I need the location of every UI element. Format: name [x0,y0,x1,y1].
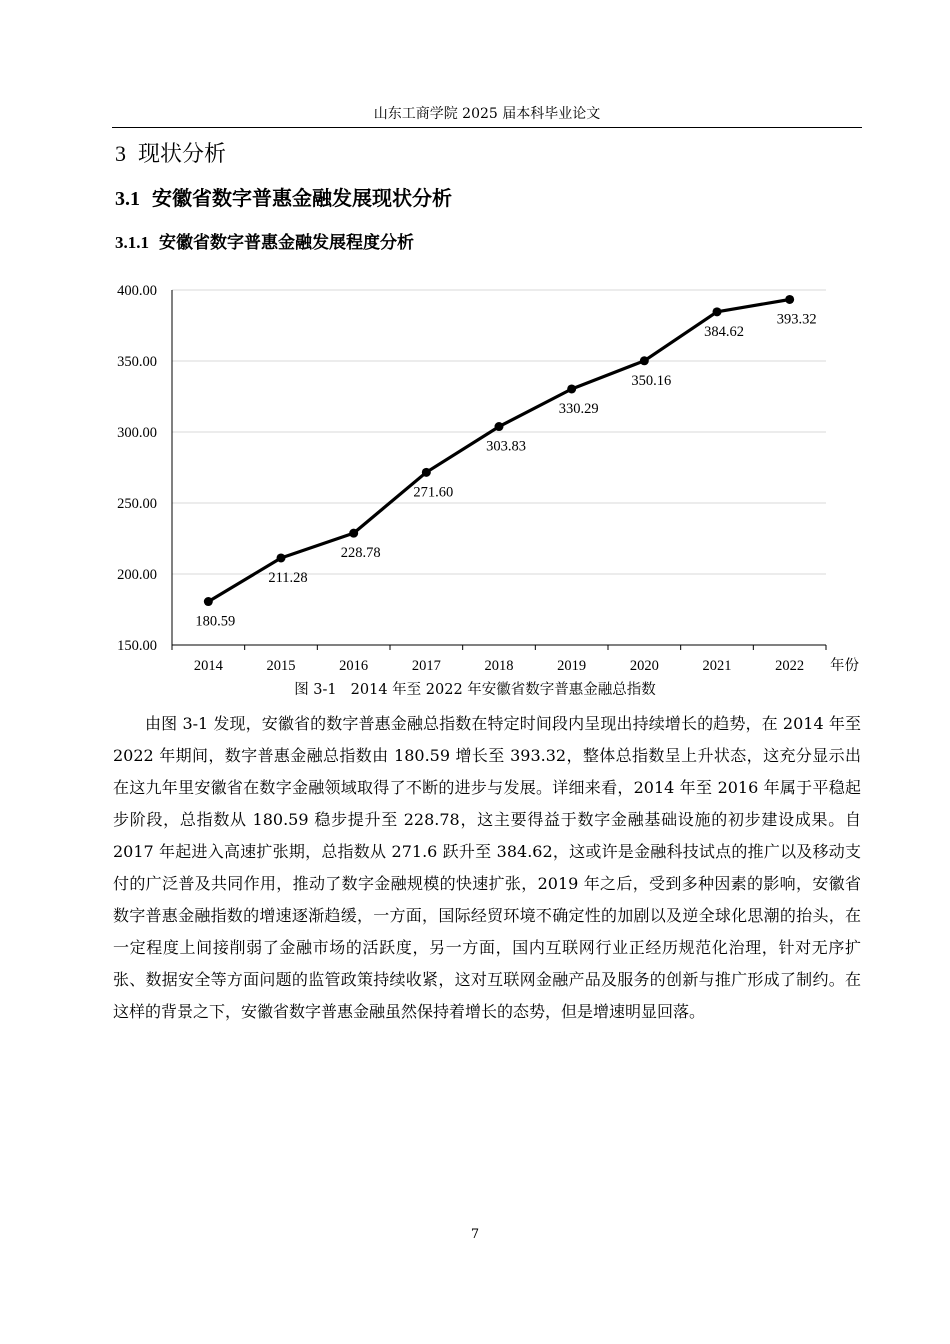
data-label: 330.29 [558,400,599,417]
data-label: 384.62 [704,323,744,340]
figure-caption [0,680,950,700]
data-point [713,307,722,316]
index-line-chart [100,276,870,676]
section-heading [115,139,226,170]
x-axis-label: 年份 [830,658,859,674]
data-point [567,384,576,393]
data-label: 271.60 [413,484,454,501]
subsection-number: 3.1 [115,188,140,210]
data-label: 350.16 [631,372,672,389]
subsubsection-heading [115,230,414,256]
x-tick-label: 2019 [557,658,587,674]
y-tick-label: 200.00 [117,567,157,583]
page-number: 7 [470,1227,480,1242]
data-point [422,468,431,477]
subsection-title: 安徽省数字普惠金融发展现状分析 [152,186,452,210]
figure-number: 图 3-1 [294,682,337,698]
data-label: 228.78 [340,545,381,562]
data-label: 303.83 [486,438,526,455]
data-label: 393.32 [776,311,817,328]
data-point [277,553,286,562]
x-tick-label: 2018 [484,658,514,674]
section-title: 现状分析 [138,142,227,167]
section-number: 3 [115,141,126,166]
x-tick-label: 2022 [775,658,805,674]
subsubsection-number: 3.1.1 [115,233,149,252]
body-paragraph: 由图 3-1 发现，安徽省的数字普惠金融总指数在特定时间段内呈现出持续增长的趋势，在 2014 年至 2022 年期间，数字普惠金融总指数由 180.59 增长至 393.32，整体总指数呈上升状态，这充分显示出在这九年里安徽省在数字金融领域取得了不断的进步与发展。详细来看，2014 年至 2016 年属于平稳起步阶段，总指数从 180.59 稳步提升至 228.78，这主要得益于数字金融基础设施的初步建设成果。自 2017 年起进入高速扩张期，总指数从 271.6 跃升至 384.62，这或许是金融科技试点的推广以及移动支付的广泛普及共同作用，推动了数字金融规模的快速扩张，2019 年之后，受到多种因素的影响，安徽省数字普惠金融指数的增速逐渐趋缓，一方面，国际经贸环境不确定性的加剧以及逆全球化思潮的抬头，在一定程度上间接削弱了金融市场的活跃度，另一方面，国内互联网行业正经历规范化治理，针对无序扩张、数据安全等方面问题的监管政策持续收紧，这对互联网金融产品及服务的创新与推广形成了制约。在这样的背景之下，安徽省数字普惠金融虽然保持着增长的态势，但是增速明显回落。 [113,714,861,1021]
figure-caption-text: 2014 年至 2022 年安徽省数字普惠金融总指数 [350,682,656,698]
x-tick-label: 2015 [266,658,296,674]
data-label: 211.28 [268,569,308,586]
header-divider [112,127,862,128]
data-label: 180.59 [195,613,236,630]
x-tick-label: 2017 [411,658,441,674]
y-tick-label: 350.00 [117,354,157,370]
subsection-heading [115,183,452,214]
subsubsection-title: 安徽省数字普惠金融发展程度分析 [159,233,414,253]
x-tick-label: 2021 [702,658,732,674]
x-tick-label: 2014 [193,658,223,674]
y-tick-label: 400.00 [117,283,157,299]
y-tick-label: 300.00 [117,425,157,441]
data-point [495,422,504,431]
y-tick-label: 250.00 [117,496,157,512]
x-tick-label: 2020 [629,658,659,674]
data-point [785,295,794,304]
x-tick-label: 2016 [339,658,369,674]
data-point [204,597,213,606]
y-tick-label: 150.00 [117,638,157,654]
data-point [640,356,649,365]
data-point [349,529,358,538]
running-header: 山东工商学院 2025 届本科毕业论文 [373,106,601,122]
